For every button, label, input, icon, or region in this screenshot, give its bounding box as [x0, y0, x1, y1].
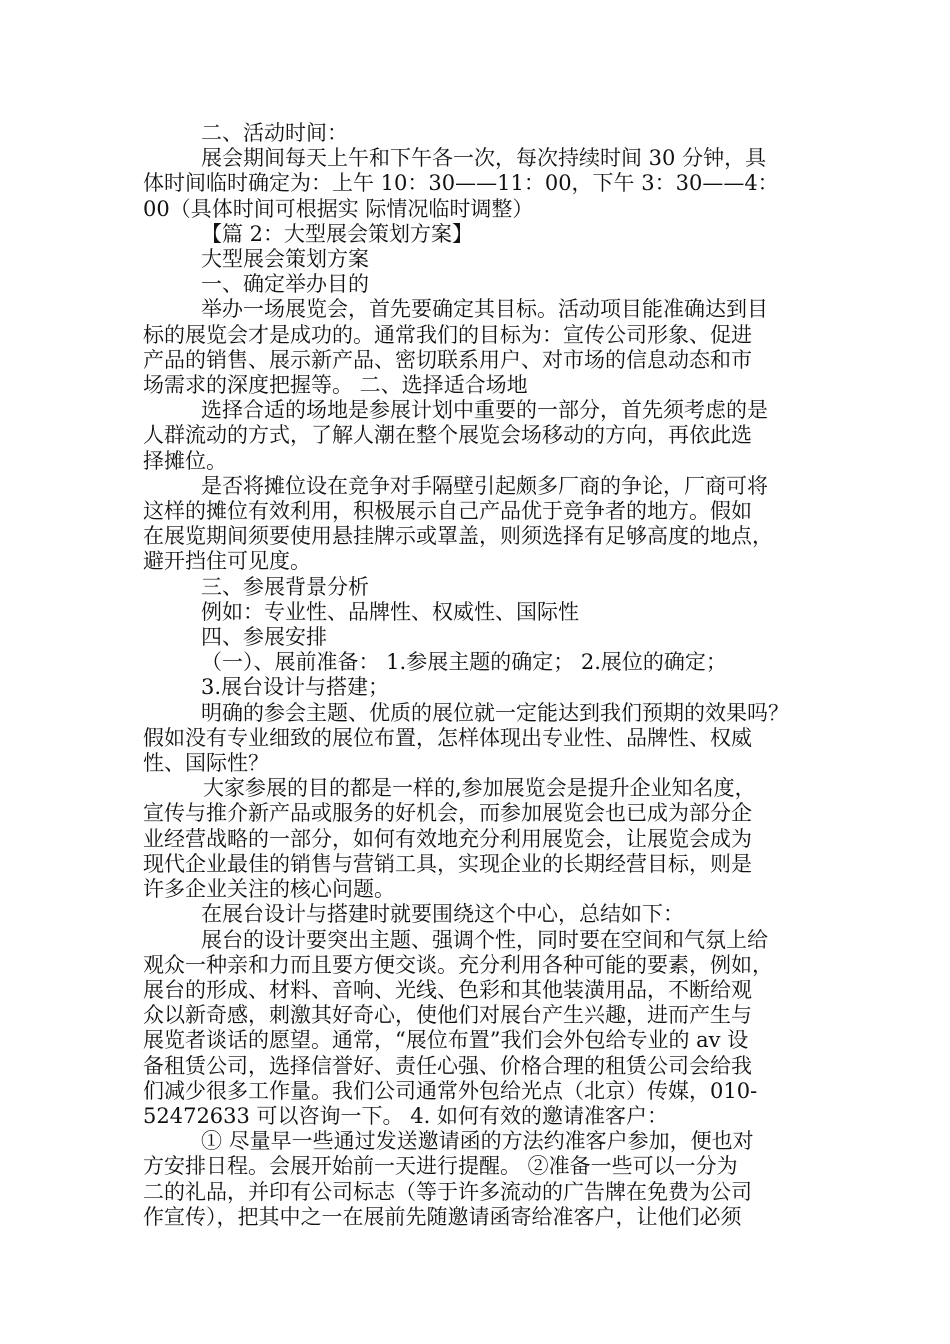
document-page [143, 121, 815, 1230]
line-13: 人群流动的方式，了解人潮在整个展览会场移动的方向，再依此选 [143, 423, 752, 448]
line-28: 宣传与推介新产品或服务的好机会，而参加展览会也已成为部分企 [143, 801, 752, 826]
line-41: ① 尽量早一些通过发送邀请函的方法约准客户参加，便也对 [201, 1129, 754, 1154]
line-32: 在展台设计与搭建时就要围绕这个中心，总结如下： [201, 902, 684, 927]
line-10: 产品的销售、展示新产品、密切联系用户、对市场的信息动态和市 [143, 347, 752, 372]
paragraph-venue [143, 398, 815, 474]
line-29: 业经营战略的一部分，如何有效地充分利用展览会，让展览会成为 [143, 826, 752, 851]
paragraph-summary [143, 902, 815, 927]
line-27: 大家参展的目的都是一样的,参加展览会是提升企业知名度， [203, 776, 756, 801]
line-25: 假如没有专业细致的展位布置，怎样体现出专业性、品牌性、权威 [143, 725, 752, 750]
line-33: 展台的设计要突出主题、强调个性，同时要在空间和气氛上给 [201, 927, 768, 952]
paragraph-design [143, 928, 815, 1130]
line-19: 三、参展背景分析 [201, 574, 369, 599]
line-12: 选择合适的场地是参展计划中重要的一部分，首先须考虑的是 [201, 398, 768, 423]
paragraph-theme [143, 701, 815, 777]
paragraph-background [143, 575, 815, 701]
line-23: 3.展台设计与搭建； [201, 675, 390, 700]
line-17: 在展览期间须要使用悬挂牌示或罩盖，则须选择有足够高度的地点， [143, 524, 773, 549]
text-line-1 [143, 121, 815, 146]
line-44: 作宣传），把其中之一在展前先随邀请函寄给准客户，让他们必须 [143, 1204, 742, 1229]
line-40: 52472633 可以咨询一下。 4. 如何有效的邀请准客户： [143, 1103, 668, 1128]
paragraph-booth [143, 474, 815, 575]
line-8: 举办一场展览会，首先要确定其目标。活动项目能准确达到目 [201, 297, 768, 322]
line-42: 方安排日程。会展开始前一天进行提醒。 ②准备一些可以一分为 [143, 1154, 738, 1179]
line-4: 00（具体时间可根据实 际情况临时调整） [143, 196, 534, 221]
line-3: 体时间临时确定为：上午 10：30——11：00，下午 3：30——4： [143, 171, 779, 196]
section-title [143, 222, 815, 298]
line-20: 例如：专业性、品牌性、权威性、国际性 [201, 599, 579, 624]
line-16: 这样的摊位有效利用，积极展示自己产品优于竞争者的地方。假如 [143, 499, 752, 524]
line-38: 备租赁公司，选择信誉好、责任心强、价格合理的租赁公司会给我 [143, 1053, 752, 1078]
line-14: 择摊位。 [143, 448, 227, 473]
line-9: 标的展览会才是成功的。通常我们的目标为：宣传公司形象、促进 [143, 322, 752, 347]
line-5: 【篇 2：大型展会策划方案】 [201, 221, 474, 246]
paragraph-purpose-2 [143, 776, 815, 902]
line-37: 展览者谈话的愿望。通常，“展位布置”我们会外包给专业的 av 设 [143, 1028, 749, 1053]
line-18: 避开挡住可见度。 [143, 549, 311, 574]
line-21: 四、参展安排 [201, 625, 327, 650]
line-35: 展台的形成、材料、音响、光线、色彩和其他装潢用品，不断给观 [143, 977, 752, 1002]
line-1: 二、活动时间： [201, 121, 348, 145]
line-30: 现代企业最佳的销售与营销工具，实现企业的长期经营目标，则是 [143, 851, 752, 876]
paragraph-purpose [143, 297, 815, 398]
line-36: 众以新奇感，刺激其好奇心，使他们对展台产生兴趣，进而产生与 [143, 1003, 752, 1028]
paragraph-invitation [143, 1129, 815, 1230]
line-11: 场需求的深度把握等。 二、选择适合场地 [143, 373, 528, 398]
line-2: 展会期间每天上午和下午各一次，每次持续时间 30 分钟，具 [201, 146, 767, 171]
line-22: （一）、展前准备： 1.参展主题的确定； 2.展位的确定； [201, 650, 727, 675]
line-43: 二的礼品，并印有公司标志（等于许多流动的广告牌在免费为公司 [143, 1179, 752, 1204]
line-15: 是否将摊位设在竞争对手隔壁引起颇多厂商的争论，厂商可将 [201, 473, 768, 498]
line-26: 性、国际性？ [143, 751, 269, 776]
line-31: 许多企业关注的核心问题。 [143, 877, 395, 902]
line-7: 一、确定举办目的 [201, 272, 369, 297]
paragraph-activity-time [143, 146, 815, 222]
line-34: 观众一种亲和力而且要方便交谈。充分利用各种可能的要素，例如， [143, 952, 773, 977]
line-39: 们减少很多工作量。我们公司通常外包给光点（北京）传媒，010- [143, 1078, 758, 1103]
line-24: 明确的参会主题、优质的展位就一定能达到我们预期的效果吗？ [201, 700, 789, 725]
line-6: 大型展会策划方案 [201, 247, 369, 272]
